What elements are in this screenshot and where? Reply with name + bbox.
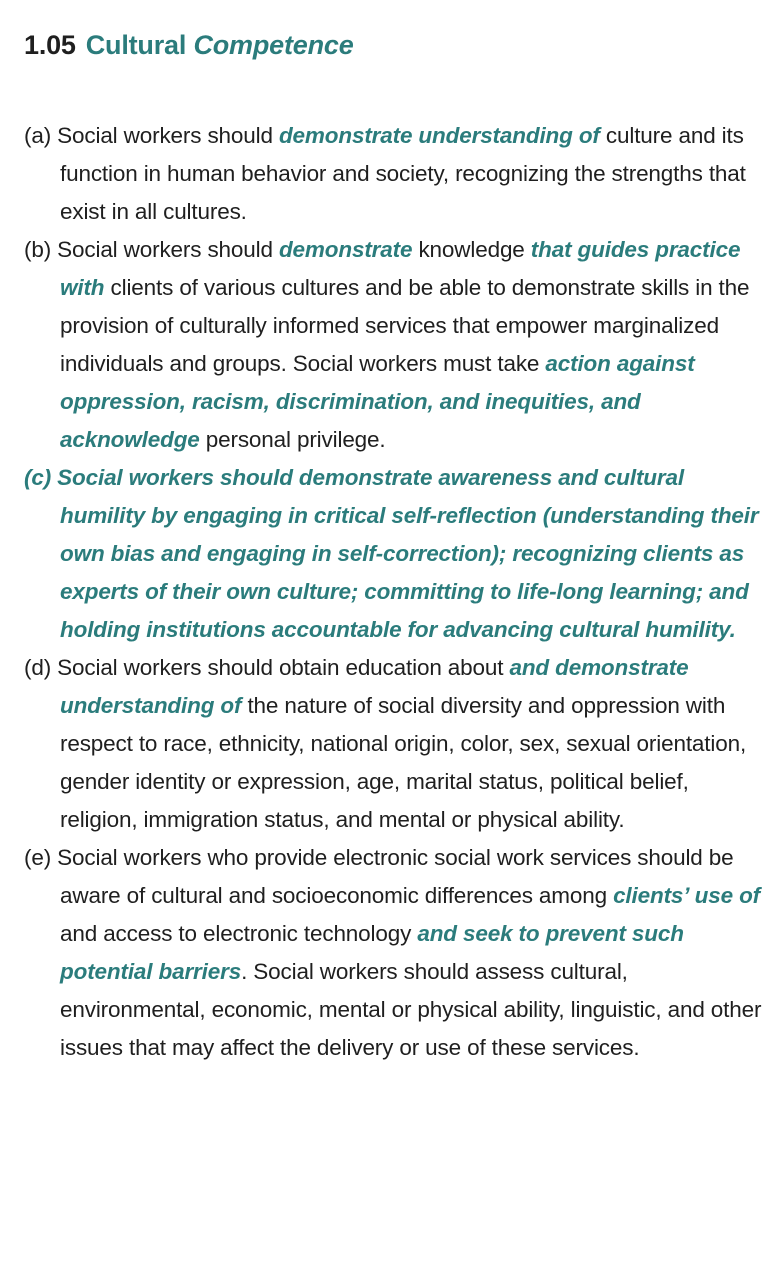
- item-b-text-4: personal privilege.: [199, 427, 386, 452]
- item-b-highlight-1: demonstrate: [278, 237, 413, 262]
- item-e-text-2: and access to electronic technology: [60, 921, 418, 946]
- item-e-highlight-1: clients’ use of: [613, 883, 761, 908]
- standard-item-a: [24, 117, 764, 231]
- item-a-highlight-1: demonstrate understanding of: [278, 123, 600, 148]
- section-number: 1.05: [24, 30, 76, 60]
- item-a-text-2: culture and its function in human behavior and society, recognizing the strengths that exist in all cultures.: [60, 123, 746, 224]
- item-e-highlight-2: and seek to prevent such potential barriers: [60, 921, 684, 984]
- item-b-text-2: knowledge: [412, 237, 531, 262]
- item-b-highlight-2: that guides practice with: [60, 237, 741, 300]
- item-e-text-3: . Social workers should assess cultural, environmental, economic, mental or physical ability, linguistic, and other issues that may affect the delivery or use of these services.: [60, 959, 762, 1060]
- standard-item-d: [24, 649, 764, 839]
- standards-list: [24, 117, 764, 1067]
- section-heading: [24, 26, 354, 64]
- standard-item-e: [24, 839, 764, 1067]
- item-e-text-1: (e) Social workers who provide electronic social work services should be aware of cultural and socioeconomic differences among: [24, 845, 734, 908]
- item-d-text-2: the nature of social diversity and oppression with respect to race, ethnicity, national origin, color, sex, sexual orientation, gender identity or expression, age, marital status, political belief, religion, immigration status, and mental or physical ability.: [60, 693, 747, 832]
- item-c-text: (c) Social workers should demonstrate awareness and cultural humility by engaging in critical self-reflection (understanding their own bias and engaging in self-correction); recognizing clients as experts of their own culture; committing to life-long learning; and holding institutions accountable for advancing cultural humility.: [24, 465, 759, 642]
- item-b-text-3: clients of various cultures and be able to demonstrate skills in the provision of culturally informed services that empower marginalized individuals and groups. Social workers must take: [60, 275, 750, 376]
- standard-item-b: [24, 231, 764, 459]
- item-b-text-1: (b) Social workers should: [24, 237, 279, 262]
- item-b-highlight-3: action against oppression, racism, discrimination, and inequities, and acknowledge: [60, 351, 695, 452]
- standard-item-c: [24, 459, 764, 649]
- section-title-part2: Competence: [193, 30, 354, 60]
- item-a-text-1: (a) Social workers should: [24, 123, 279, 148]
- section-title-part1: Cultural: [85, 30, 187, 60]
- item-d-text-1: (d) Social workers should obtain education about: [24, 655, 510, 680]
- item-d-highlight-1: and demonstrate understanding of: [60, 655, 689, 718]
